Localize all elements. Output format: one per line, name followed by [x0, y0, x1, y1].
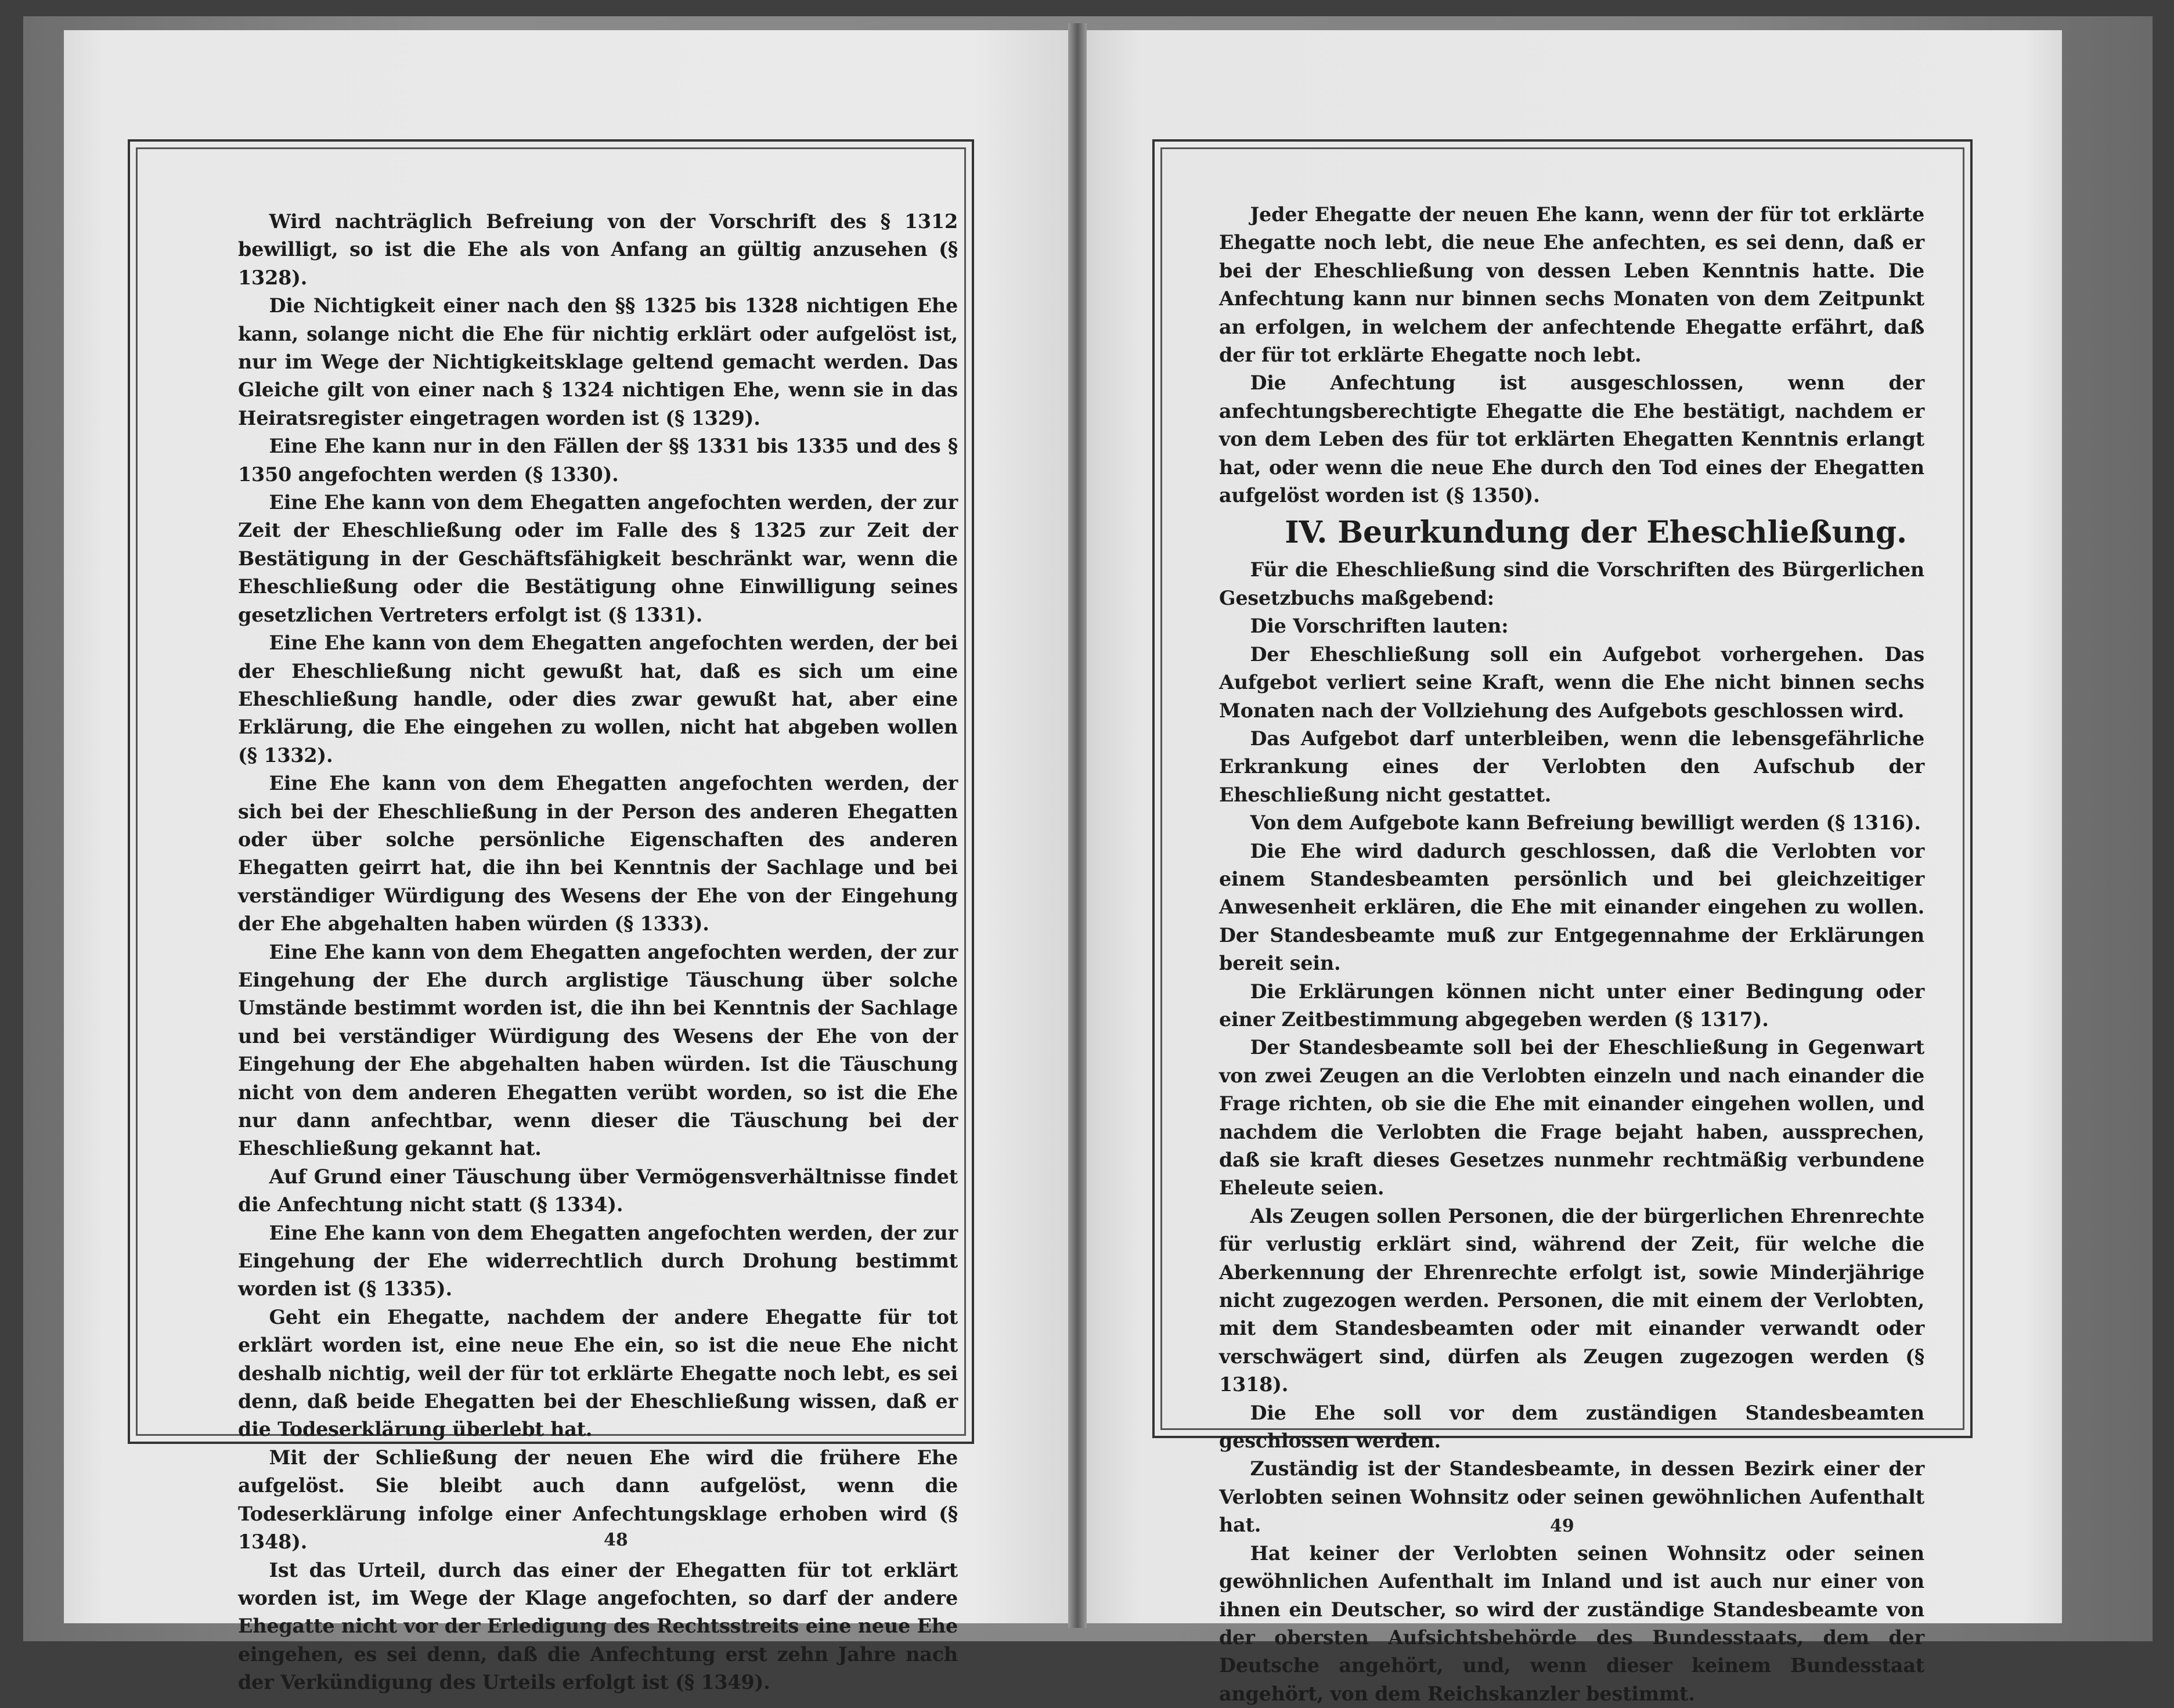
paragraph: Von dem Aufgebote kann Befreiung bewilligt werden (§ 1316).: [1250, 811, 1921, 835]
paragraph: Ist das Urteil, durch das einer der Ehegatten für tot erklärt worden ist, im Wege der Klage angefochten, so darf der andere Ehegatte nicht vor der Erledigung des Rechtsstreits eine neue Ehe eingehen, es sei denn, daß die Anfechtung erst zehn Jahre nach der Verkündigung des Urteils erfolgt ist (§ 1349).: [238, 1558, 958, 1694]
paragraph: Die Nichtigkeit einer nach den §§ 1325 bis 1328 nichtigen Ehe kann, solange nicht die Ehe für nichtig erklärt oder aufgelöst ist, nur im Wege der Nichtigkeitsklage geltend gemacht werden. Das Gleiche gilt von einer nach § 1324 nichtigen Ehe, wenn sie in das Heiratsregister eingetragen worden ist (§ 1329).: [238, 294, 958, 429]
paragraph: Mit der Schließung der neuen Ehe wird die frühere Ehe aufgelöst. Sie bleibt auch dann aufgelöst, wenn die Todeserklärung infolge einer Anfechtungsklage erhoben wird (§ 1348).: [238, 1446, 958, 1554]
paragraph: Eine Ehe kann von dem Ehegatten angefochten werden, der zur Eingehung der Ehe widerrechtlich durch Drohung bestimmt worden ist (§ 1335).: [238, 1221, 958, 1301]
page-number-left: 48: [604, 1530, 628, 1550]
paragraph: Jeder Ehegatte der neuen Ehe kann, wenn der für tot erklärte Ehegatte noch lebt, die neue Ehe anfechten, es sei denn, daß er bei der Eheschließung von dessen Leben Kenntnis hatte. Die Anfechtung kann nur binnen sechs Monaten von dem Zeitpunkt an erfolgen, in welchem der anfechtende Ehegatte erfährt, daß der für tot erklärte Ehegatte noch lebt.: [1219, 203, 1924, 367]
page-number-right: 49: [1550, 1516, 1574, 1536]
paragraph: Die Vorschriften lauten:: [1250, 615, 1509, 638]
paragraph: Die Erklärungen können nicht unter einer Bedingung oder einer Zeitbestimmung abgegeben werden (§ 1317).: [1219, 980, 1924, 1031]
paragraph: Eine Ehe kann nur in den Fällen der §§ 1331 bis 1335 und des § 1350 angefochten werden (§ 1330).: [238, 435, 958, 486]
paragraph: Das Aufgebot darf unterbleiben, wenn die lebensgefährliche Erkrankung eines der Verlobten den Aufschub der Eheschließung nicht gestattet.: [1219, 727, 1924, 806]
paragraph: Auf Grund einer Täuschung über Vermögensverhältnisse findet die Anfechtung nicht statt (§ 1334).: [238, 1165, 958, 1216]
paragraph: Eine Ehe kann von dem Ehegatten angefochten werden, der sich bei der Eheschließung in der Person des anderen Ehegatten oder über solche persönliche Eigenschaften des anderen Ehegatten geirrt hat, die ihn bei Kenntnis der Sachlage und bei verständiger Würdigung des Wesens der Ehe von der Eingehung der Ehe abgehalten haben würden (§ 1333).: [238, 772, 958, 936]
paragraph: Der Eheschließung soll ein Aufgebot vorhergehen. Das Aufgebot verliert seine Kraft, wenn die Ehe nicht binnen sechs Monaten nach der Vollziehung des Aufgebots geschlossen wird.: [1219, 642, 1924, 722]
section-heading: IV. Beurkundung der Eheschließung.: [1285, 515, 1907, 551]
paragraph: Die Ehe wird dadurch geschlossen, daß die Verlobten vor einem Standesbeamten persönlich und bei gleichzeitiger Anwesenheit erklären, die Ehe mit einander eingehen zu wollen. Der Standesbeamte muß zur Entgegennahme der Erklärungen bereit sein.: [1219, 839, 1924, 975]
book-gutter: [1068, 23, 1087, 1628]
paragraph: Geht ein Ehegatte, nachdem der andere Ehegatte für tot erklärt worden ist, eine neue Ehe ein, so ist die neue Ehe nicht deshalb nichtig, weil der für tot erklärte Ehegatte noch lebt, es sei denn, daß beide Ehegatten bei der Eheschließung wissen, daß er die Todeserklärung überlebt hat.: [238, 1305, 958, 1441]
left-page-text: [238, 208, 958, 1697]
paragraph: Hat keiner der Verlobten seinen Wohnsitz oder seinen gewöhnlichen Aufenthalt im Inland und ist auch nur einer von ihnen ein Deutscher, so wird der zuständige Standesbeamte von der obersten Aufsichtsbehörde des Bundesstaats, dem der Deutsche angehört, und, wenn dieser keinem Bundesstaat angehört, von dem Reichskanzler bestimmt.: [1219, 1541, 1924, 1705]
paragraph: Eine Ehe kann von dem Ehegatten angefochten werden, der bei der Eheschließung nicht gewußt hat, daß es sich um eine Eheschließung handle, oder dies zwar gewußt hat, aber eine Erklärung, die Ehe eingehen zu wollen, nicht hat abgeben wollen (§ 1332).: [238, 631, 958, 767]
paragraph: Die Anfechtung ist ausgeschlossen, wenn der anfechtungsberechtigte Ehegatte die Ehe bestätigt, nachdem er von dem Leben des für tot erklärten Ehegatten Kenntnis erlangt hat, oder wenn die neue Ehe durch den Tod eines der Ehegatten aufgelöst worden ist (§ 1350).: [1219, 371, 1924, 507]
paragraph: Wird nachträglich Befreiung von der Vorschrift des § 1312 bewilligt, so ist die Ehe als von Anfang an gültig anzusehen (§ 1328).: [238, 210, 958, 289]
paragraph: Der Standesbeamte soll bei der Eheschließung in Gegenwart von zwei Zeugen an die Verlobten einzeln und nach einander die Frage richten, ob sie die Ehe mit einander eingehen wollen, und nachdem die Verlobten die Frage bejaht haben, aussprechen, daß sie kraft dieses Gesetzes nunmehr rechtmäßig verbundene Eheleute seien.: [1219, 1036, 1924, 1200]
paragraph: Zuständig ist der Standesbeamte, in dessen Bezirk einer der Verlobten seinen Wohnsitz oder seinen gewöhnlichen Aufenthalt hat.: [1219, 1457, 1924, 1537]
paragraph: Als Zeugen sollen Personen, die der bürgerlichen Ehrenrechte für verlustig erklärt sind, während der Zeit, für welche die Aberkennung der Ehrenrechte erfolgt ist, sowie Minderjährige nicht zugezogen werden. Personen, die mit einem der Verlobten, mit dem Standesbeamten oder mit einander verwandt oder verschwägert sind, dürfen als Zeugen zugezogen werden (§ 1318).: [1219, 1204, 1924, 1396]
paragraph: Eine Ehe kann von dem Ehegatten angefochten werden, der zur Zeit der Eheschließung oder im Falle des § 1325 zur Zeit der Bestätigung in der Geschäftsfähigkeit beschränkt war, wenn die Eheschließung oder die Bestätigung ohne Einwilligung seines gesetzlichen Vertreters erfolgt ist (§ 1331).: [238, 491, 958, 626]
right-page-text: [1219, 201, 1924, 1708]
paragraph: Die Ehe soll vor dem zuständigen Standesbeamten geschlossen werden.: [1219, 1401, 1924, 1453]
paragraph: Für die Eheschließung sind die Vorschriften des Bürgerlichen Gesetzbuchs maßgebend:: [1219, 558, 1924, 609]
paragraph: Eine Ehe kann von dem Ehegatten angefochten werden, der zur Eingehung der Ehe durch arglistige Täuschung über solche Umstände bestimmt worden ist, die ihn bei Kenntnis der Sachlage und bei verständiger Würdigung des Wesens der Ehe von der Eingehung der Ehe abgehalten haben würden. Ist die Täuschung nicht von dem anderen Ehegatten verübt worden, so ist die Ehe nur dann anfechtbar, wenn dieser die Täuschung bei der Eheschließung gekannt hat.: [238, 940, 958, 1160]
